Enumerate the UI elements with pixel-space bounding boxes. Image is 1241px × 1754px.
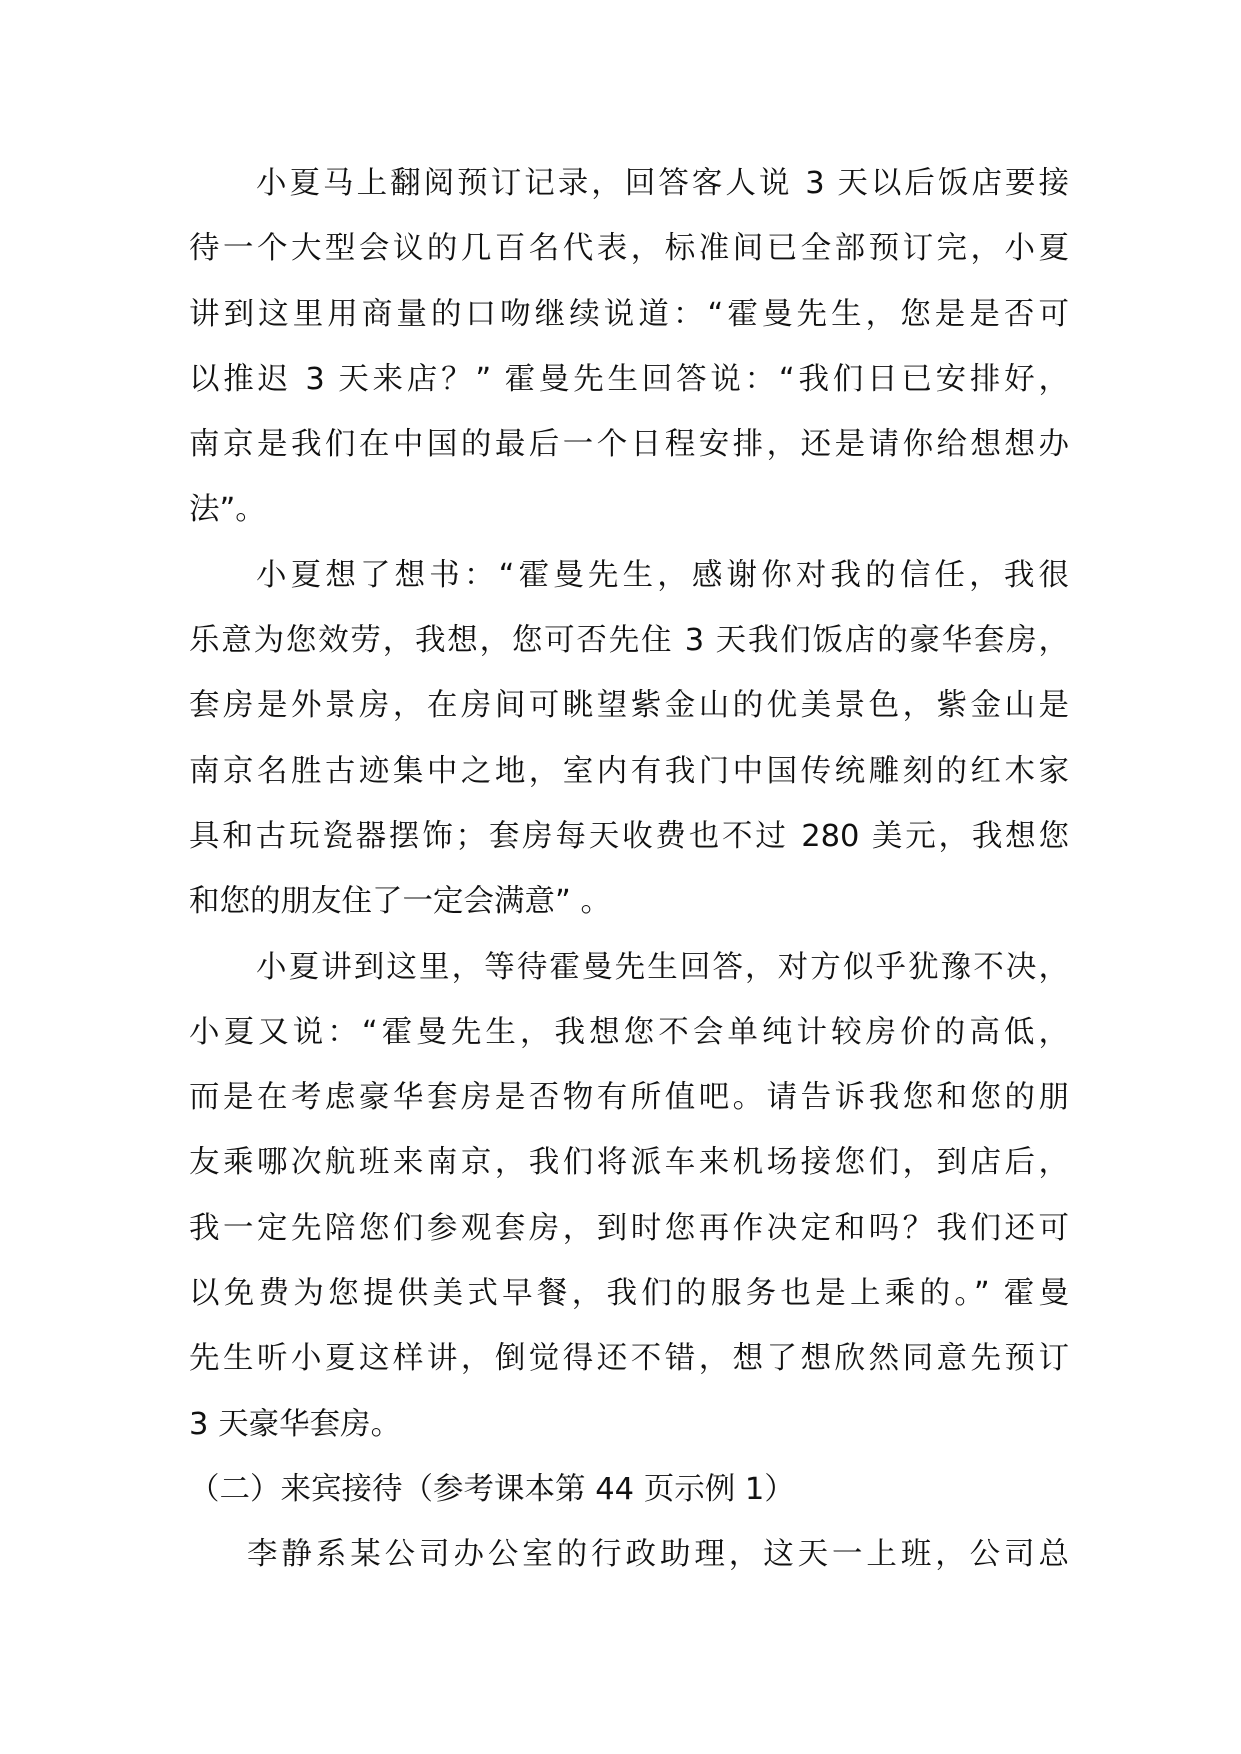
text-line: 南京名胜古迹集中之地，室内有我门中国传统雕刻的红木家 xyxy=(189,753,1069,789)
text-line: 套房是外景房，在房间可眺望紫金山的优美景色，紫金山是 xyxy=(189,688,1069,724)
text-line: 待一个大型会议的几百名代表，标准间已全部预订完，小夏 xyxy=(189,231,1069,267)
section-heading: （二）来宾接待（参考课本第 44 页示例 1） xyxy=(189,1471,795,1507)
text-line: 先生听小夏这样讲，倒觉得还不错，想了想欣然同意先预订 xyxy=(189,1341,1069,1377)
text-line: 南京是我们在中国的最后一个日程安排，还是请你给想想办 xyxy=(189,427,1069,463)
text-line: 友乘哪次航班来南京，我们将派车来机场接您们，到店后， xyxy=(189,1145,1069,1181)
text-line: 小夏讲到这里，等待霍曼先生回答，对方似乎犹豫不决， xyxy=(256,949,1069,985)
text-line: 法”。 xyxy=(189,492,266,528)
text-line: 以免费为您提供美式早餐，我们的服务也是上乘的。” 霍曼 xyxy=(189,1276,1069,1312)
text-line: 小夏又说：“霍曼先生，我想您不会单纯计较房价的高低， xyxy=(189,1014,1069,1050)
text-line: 讲到这里用商量的口吻继续说道：“霍曼先生，您是是否可 xyxy=(189,296,1069,332)
text-line: 以推迟 3 天来店？” 霍曼先生回答说：“我们日已安排好， xyxy=(189,361,1069,397)
document-body xyxy=(189,151,1069,1588)
text-line: 3 天豪华套房。 xyxy=(189,1406,402,1442)
text-line: 小夏马上翻阅预订记录，回答客人说 3 天以后饭店要接 xyxy=(256,166,1069,201)
text-line: 具和古玩瓷器摆饰；套房每天收费也不过 280 美元，我想您 xyxy=(189,818,1069,854)
text-line: 和您的朋友住了一定会满意” 。 xyxy=(189,884,611,920)
text-line: 我一定先陪您们参观套房，到时您再作决定和吗？我们还可 xyxy=(189,1210,1069,1246)
text-line: 乐意为您效劳，我想，您可否先住 3 天我们饭店的豪华套房， xyxy=(189,623,1069,659)
text-line: 小夏想了想书：“霍曼先生，感谢你对我的信任，我很 xyxy=(256,557,1069,593)
text-line: 李静系某公司办公室的行政助理，这天一上班，公司总 xyxy=(247,1537,1069,1573)
text-line: 而是在考虑豪华套房是否物有所值吧。请告诉我您和您的朋 xyxy=(189,1080,1069,1116)
